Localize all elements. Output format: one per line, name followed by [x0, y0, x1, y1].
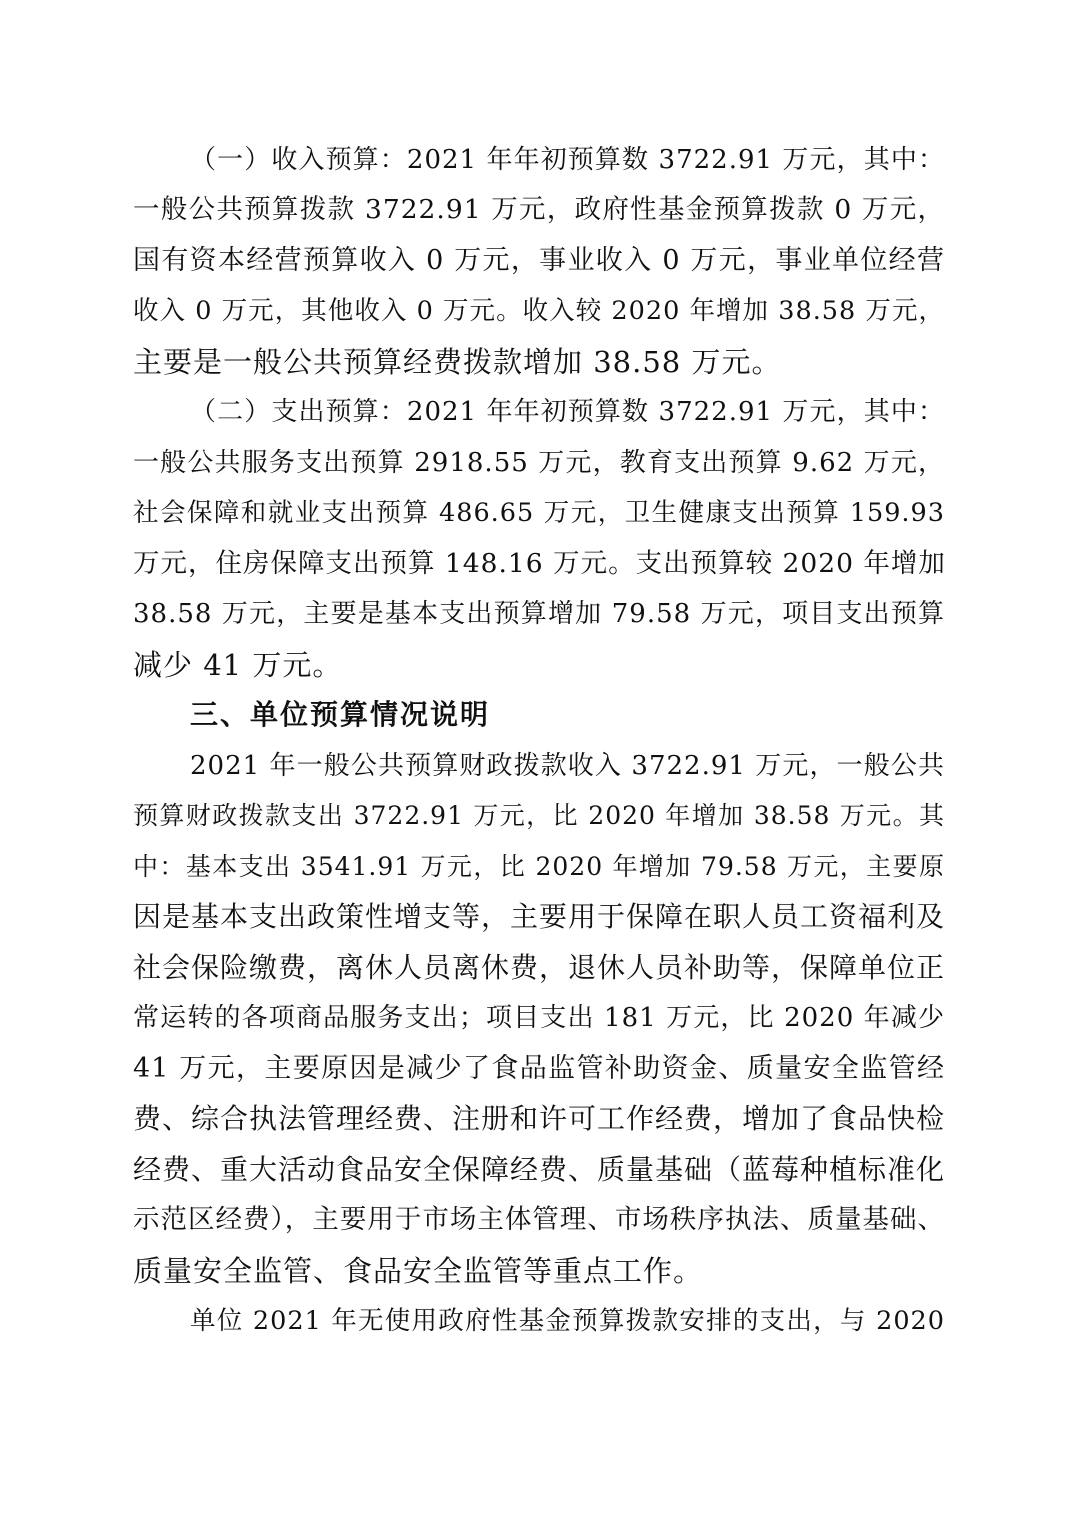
unit-budget-paragraph-line: 因是基本支出政策性增支等，主要用于保障在职人员工资福利及 [133, 900, 946, 933]
expense-paragraph-line: 万元，住房保障支出预算 148.16 万元。支出预算较 2020 年增加 [133, 548, 946, 579]
section-heading: 三、单位预算情况说明 [190, 698, 491, 731]
unit-budget-paragraph-line: 经费、重大活动食品安全保障经费、质量基础（蓝莓种植标准化 [133, 1153, 946, 1186]
unit-budget-paragraph-line: 预算财政拨款支出 3722.91 万元，比 2020 年增加 38.58 万元。其 [133, 801, 945, 830]
unit-budget-paragraph-line: 示范区经费），主要用于市场主体管理、市场秩序执法、质量基础、 [133, 1204, 945, 1235]
expense-paragraph-line: 38.58 万元，主要是基本支出预算增加 79.58 万元，项目支出预算 [133, 599, 945, 629]
unit-budget-paragraph-line: 费、综合执法管理经费、注册和许可工作经费，增加了食品快检 [133, 1102, 946, 1135]
expense-paragraph-line: 一般公共服务支出预算 2918.55 万元，教育支出预算 9.62 万元， [133, 448, 945, 478]
unit-budget-paragraph-line: 质量安全监管、食品安全监管等重点工作。 [133, 1254, 704, 1288]
unit-budget-paragraph-line: 社会保险缴费，离休人员离休费，退休人员补助等，保障单位正 [133, 951, 946, 984]
income-paragraph-line: 国有资本经营预算收入 0 万元，事业收入 0 万元，事业单位经营 [133, 245, 945, 276]
unit-budget-paragraph-line: 常运转的各项商品服务支出；项目支出 181 万元，比 2020 年减少 [133, 1003, 945, 1033]
income-paragraph-line: （一）收入预算：2021 年年初预算数 3722.91 万元，其中： [190, 145, 945, 175]
fund-paragraph-line: 单位 2021 年无使用政府性基金预算拨款安排的支出，与 2020 [190, 1306, 945, 1336]
income-paragraph-line: 主要是一般公共预算经费拨款增加 38.58 万元。 [133, 345, 782, 379]
expense-paragraph-line: （二）支出预算：2021 年年初预算数 3722.91 万元，其中： [190, 397, 945, 427]
expense-paragraph-line: 减少 41 万元。 [133, 648, 343, 682]
unit-budget-paragraph-line: 2021 年一般公共预算财政拨款收入 3722.91 万元，一般公共 [190, 751, 945, 781]
unit-budget-paragraph-line: 41 万元，主要原因是减少了食品监管补助资金、质量安全监管经 [133, 1053, 945, 1084]
income-paragraph-line: 收入 0 万元，其他收入 0 万元。收入较 2020 年增加 38.58 万元， [133, 296, 945, 326]
income-paragraph-line: 一般公共预算拨款 3722.91 万元，政府性基金预算拨款 0 万元， [133, 194, 945, 225]
unit-budget-paragraph-line: 中：基本支出 3541.91 万元，比 2020 年增加 79.58 万元，主要原 [133, 852, 945, 881]
expense-paragraph-line: 社会保障和就业支出预算 486.65 万元，卫生健康支出预算 159.93 [133, 498, 945, 528]
